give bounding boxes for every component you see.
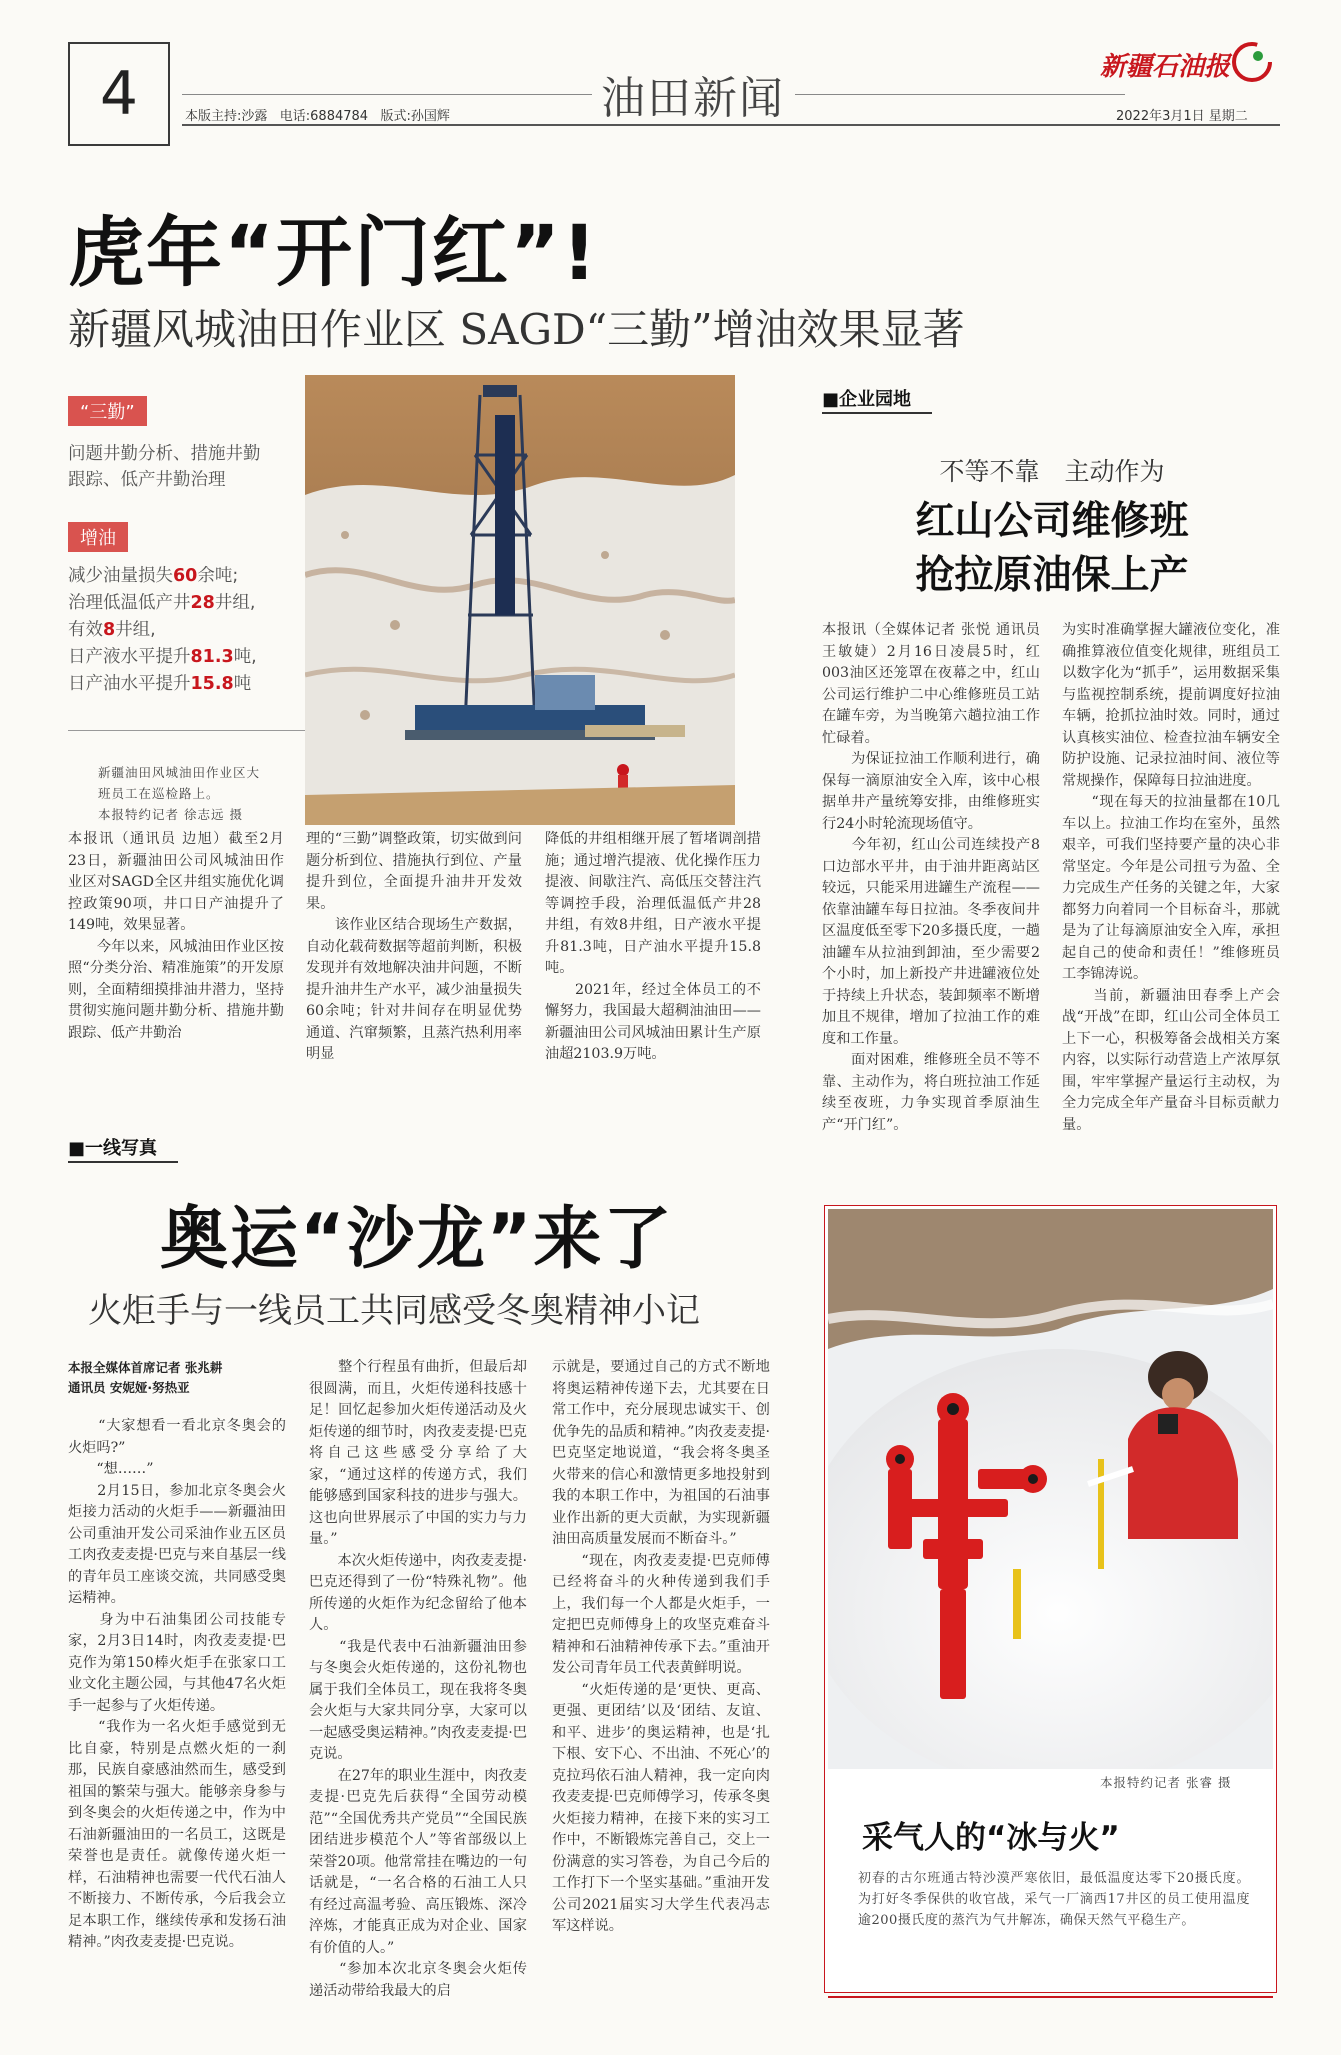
enterprise-kicker: 不等不靠 主动作为 (939, 457, 1165, 486)
olympic-col1: “大家想看一看北京冬奥会的火炬吗?” “想……” 2月15日，参加北京冬奥会火炬接力活动的火炬手——新疆油田公司重油开发公司采油作业五区员工肉孜麦麦提·巴克与来自基层一线的青年员工座谈交流，共同感受奥运精神。 身为中石油集团公司技能专家，2月3日14时，肉孜麦麦提·巴克作为第150棒火炬手在张家口工业文化主题公园，与其他47名火炬手一起参与了火炬传递。 “我作为一名火炬手感觉到无比自豪，特别是点燃火炬的一刹那，民族自豪感油然而生，感受到祖国的繁荣与强大。能够亲身参与到冬奥会的火炬传递之中，作为中石油新疆油田的一名员工，这既是荣誉也是责任。就像传递火炬一样，石油精神也需要一代代石油人不断接力、不断传承，今后我会立足本职工作，继续传承和发扬石油精神。”肉孜麦麦提·巴克说。 (68, 1418, 286, 1950)
photo2-caption: 初春的古尔班通古特沙漠严寒依旧，最低温度达零下20摄氏度。为打好冬季保供的收官战，采气一厂滴西17井区的员工使用温度逾200摄氏度的蒸汽为气井解冻，确保天然气平稳生产。 (858, 1871, 1250, 1928)
olympic-subheadline: 火炬手与一线员工共同感受冬奥精神小记 (88, 1291, 700, 1331)
enterprise-section-tag: ■企业园地 (822, 389, 912, 410)
olympic-col2: 整个行程虽有曲折，但最后却很圆满，而且，火炬传递科技感十足！回忆起参加火炬传递活动及火炬传递的细节时，肉孜麦麦提·巴克将自己这些感受分享给了大家，“通过这样的传递方式，我们能够感到国家科技的进步与强大。这也向世界展示了中国的实力与力量。” 本次火炬传递中，肉孜麦麦提·巴克还得到了一份“特殊礼物”。他所传递的火炬作为纪念留给了他本人。 “我是代表中石油新疆油田参与冬奥会火炬传递的，这份礼物也属于我们全体员工，现在我将冬奥会火炬与大家共同分享，大家可以一起感受奥运精神。”肉孜麦麦提·巴克说。 在27年的职业生涯中，肉孜麦麦提·巴克先后获得“全国劳动模范”“全国优秀共产党员”“全国民族团结进步模范个人”等省部级以上荣誉20项。他常常挂在嘴边的一句话就是，“一名合格的石油工人只有经过高温考验、高压锻炼、深冷淬炼，才能真正成为对企业、国家有价值的人。” “参加本次北京冬奥会火炬传递活动带给我最大的启 (309, 1359, 527, 1999)
enterprise-tag-underline (822, 412, 932, 414)
tag-zengyou: 增油 (68, 522, 128, 552)
enterprise-col2: 为实时准确掌握大罐液位变化，准确推算液位值变化规律，班组员工以数字化为“抓手”，运用数据采集与监视控制系统，提前调度好拉油车辆，抢抓拉油时效。同时，通过认真核实油位、检查拉油车辆安全防护设施、记录拉油时间、液位等常规操作，保障每日拉油进度。 “现在每天的拉油量都在10几车以上。拉油工作均在室外，虽然艰辛，可我们坚持要产量的决心非常坚定。今年是公司扭亏为盈、全力完成生产任务的关键之年，大家都努力向着同一个目标奋斗，那就是为了让每滴原油安全入库，承担起自己的使命和责任！”维修班员工李锦涛说。 当前，新疆油田春季上产会战“开战”在即，红山公司全体员工上下一心，积极筹备会战相关方案内容，以实际行动营造上产浓厚氛围，牢牢掌握产量运行主动权，为全力完成全年产量奋斗目标贡献力量。 (1062, 622, 1280, 1133)
article1-col3: 降低的井组相继开展了暂堵调剖措施；通过增汽提液、优化操作压力提液、间歇注汽、高低压交替注汽等调控手段，治理低温低产井28井组，有效8井组，日产液水平提升81.3吨，日产油水平提升15.8吨。 2021年，经过全体员工的不懈努力，我国最大超稠油油田——新疆油田公司风城油田累计生产原油超2103.9万吨。 (545, 831, 761, 1062)
photo-tag-underline (68, 1161, 178, 1163)
olympic-byline (68, 1358, 222, 1398)
masthead-rule-left (182, 94, 592, 95)
masthead-rule (182, 124, 1280, 126)
stats-list (68, 563, 308, 698)
main-subheadline: 新疆风城油田作业区 SAGD“三勤”增油效果显著 (68, 305, 965, 354)
article1-col1: 本报讯（通讯员 边旭）截至2月23日，新疆油田公司风城油田作业区对SAGD全区井组实施优化调控政策90项，井口日产油提升了149吨，效果显著。 今年以来，风城油田作业区按照“分类分治、精准施策”的开发原则，全面精细摸排油井潜力，坚持贯彻实施问题井勤分析、措施井勤跟踪、低产井勤治 (68, 831, 284, 1041)
enterprise-headline: 红山公司维修班 抢拉原油保上产 (915, 499, 1189, 598)
masthead-info: 本版主持:沙露 电话:6884784 版式:孙国辉 (185, 109, 450, 124)
stat-line: 有效8井组, (68, 620, 156, 640)
stat-line: 日产液水平提升81.3吨, (68, 647, 257, 667)
photo1-caption: 新疆油田风城油田作业区大 班员工在巡检路上。 本报特约记者 徐志远 摄 (98, 765, 261, 822)
article1-col2: 理的“三勤”调整政策，切实做到问题分析到位、措施执行到位、产量提升到位，全面提升油井开发效果。 该作业区结合现场生产数据，自动化载荷数据等超前判断，积极发现并有效地解决油井问题，不断提升油井生产水平，减少油量损失60余吨；针对井间存在明显优势通道、汽窜频繁，且蒸汽热利用率明显 (306, 831, 522, 1062)
photo2-footer-rule (828, 1996, 1273, 1998)
stat-line: 日产油水平提升15.8吨 (68, 674, 252, 694)
sanqin-text: 问题井勤分析、措施井勤 跟踪、低产井勤治理 (68, 444, 261, 490)
byline-correspondent: 通讯员 安妮娅·努热亚 (68, 1380, 190, 1395)
olympic-headline: 奥运“沙龙”来了 (160, 1200, 674, 1279)
photo2-credit: 本报特约记者 张睿 摄 (1100, 1775, 1232, 1790)
main-headline: 虎年“开门红”! (68, 208, 599, 297)
photo-section-tag: ■一线写真 (68, 1138, 158, 1159)
section-title: 油田新闻 (601, 73, 785, 124)
stat-line: 治理低温低产井28井组, (68, 593, 256, 613)
issue-date: 2022年3月1日 星期二 (1116, 109, 1248, 124)
photo-gas-well-steam (828, 1209, 1273, 1769)
tag-sanqin: “三勤” (68, 396, 147, 426)
paper-logo: 新疆石油报 (1100, 52, 1231, 82)
stat-line: 减少油量损失60余吨; (68, 566, 239, 586)
sidebar-divider (68, 730, 308, 731)
paper-logo-icon (1228, 38, 1276, 86)
photo-oil-rig (305, 375, 735, 825)
enterprise-col1: 本报讯（全媒体记者 张悦 通讯员 王敏婕）2月16日凌晨5时，红003油区还笼罩在夜幕之中，红山公司运行维护二中心维修班员工站在罐车旁，为当晚第六趟拉油工作忙碌着。 为保证拉油工作顺利进行，确保每一滴原油安全入库，该中心根据单井产量统筹安排，由维修班实行24小时轮流现场值守。 今年初，红山公司连续投产8口边部水平井，由于油井距离站区较远，只能采用进罐生产流程——依靠油罐车每日拉油。冬季夜间井区温度低至零下20多摄氏度，一趟油罐车从拉油到卸油，至少需要2个小时，加上新投产井进罐液位处于持续上升状态，装卸频率不断增加且不规律，增加了拉油工作的难度和工作量。 面对困难，维修班全员不等不靠、主动作为，将白班拉油工作延续至夜班，力争实现首季原油生产“开门红”。 (822, 622, 1040, 1133)
page-number: 4 (68, 42, 170, 146)
photo2-title: 采气人的“冰与火” (862, 1820, 1120, 1856)
masthead-rule-right (795, 94, 1125, 95)
olympic-col3: 示就是，要通过自己的方式不断地将奥运精神传递下去，尤其要在日常工作中，充分展现忠诚实干、创优争先的品质和精神。”肉孜麦麦提·巴克坚定地说道，“我会将冬奥圣火带来的信心和激情更多地投射到我的本职工作中，为祖国的石油事业作出新的更大贡献，为实现新疆油田高质量发展而不断奋斗。” “现在，肉孜麦麦提·巴克师傅已经将奋斗的火种传递到我们手上，我们每一个人都是火炬手，一定把巴克师傅身上的攻坚克难奋斗精神和石油精神传承下去。”重油开发公司青年员工代表黄鲜明说。 “火炬传递的是‘更快、更高、更强、更团结’以及‘团结、友谊、和平、进步’的奥运精神，也是‘扎下根、安下心、不出油、不死心’的克拉玛依石油人精神，我一定向肉孜麦麦提·巴克师傅学习，传承冬奥火炬接力精神，在接下来的实习工作中，不断锻炼完善自己，交上一份满意的实习答卷，为自己今后的工作打下一个坚实基础。”重油开发公司2021届实习大学生代表冯志军这样说。 (552, 1359, 770, 1934)
byline-reporter: 本报全媒体首席记者 张兆耕 (68, 1360, 223, 1375)
